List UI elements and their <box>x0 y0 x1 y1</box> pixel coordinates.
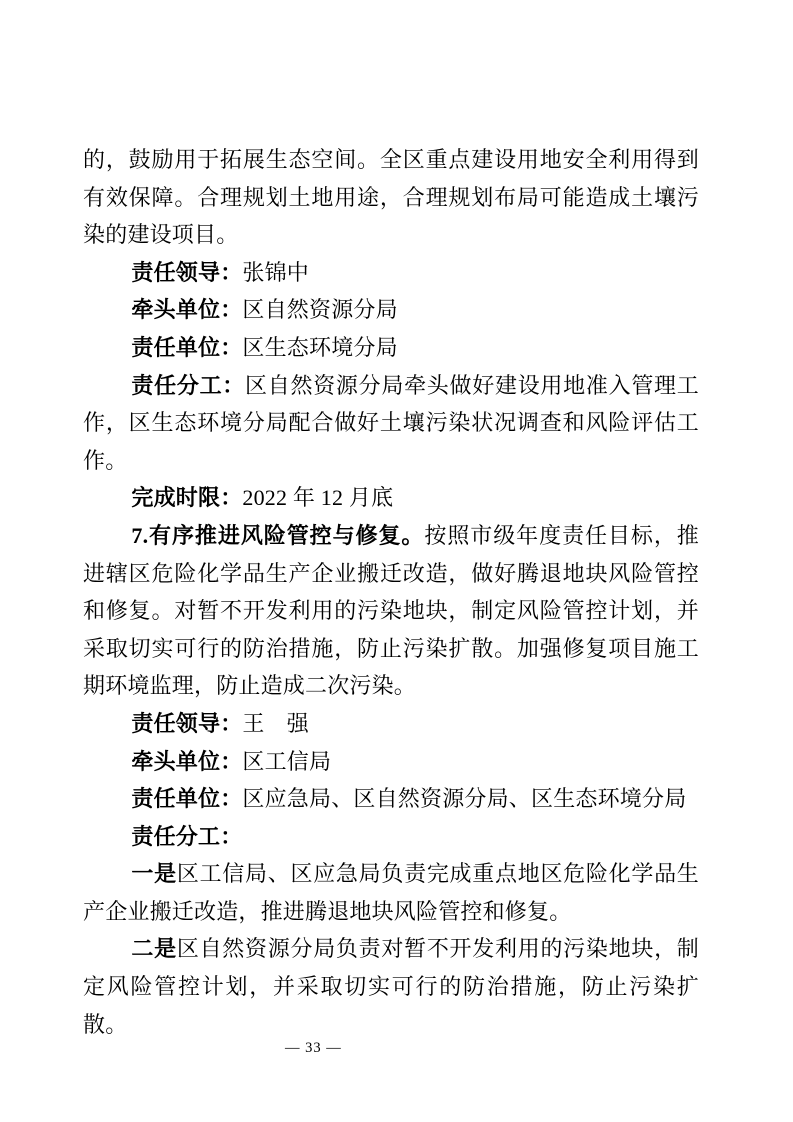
paragraph-lead-unit <box>83 743 699 781</box>
paragraph-label: 完成时限： <box>131 485 243 511</box>
paragraph-text: 区生态环境分局 <box>242 334 398 360</box>
paragraph-text: 按照市级年度责任目标，推进辖区危险化学品生产企业搬迁改造，做好腾退地块风险管控和修复。对暂不开发利用的污染地块，制定风险管控计划，并采取切实可行的防治措施，防止污染扩散。加强修复项目施工期环境监理，防止造成二次污染。 <box>83 522 699 699</box>
paragraph-label: 责任分工： <box>131 823 243 849</box>
section-heading-label: 7.有序推进风险管控与修复。 <box>131 522 425 548</box>
paragraph-item-first <box>83 855 699 930</box>
paragraph-label: 一是 <box>131 861 177 887</box>
paragraph-label: 责任领导： <box>131 710 243 736</box>
paragraph-label: 牵头单位： <box>131 748 243 774</box>
paragraph-deadline <box>83 479 699 517</box>
paragraph-continuation <box>83 141 699 254</box>
paragraph-label: 责任分工： <box>131 372 246 398</box>
paragraph-text: 区工信局 <box>242 748 332 774</box>
paragraph-text: 张锦中 <box>242 259 310 285</box>
paragraph-lead-unit <box>83 291 699 329</box>
document-body <box>83 141 699 1043</box>
paragraph-responsible-unit <box>83 329 699 367</box>
paragraph-text: 2022 年 12 月底 <box>242 485 394 511</box>
paragraph-text: 的，鼓励用于拓展生态空间。全区重点建设用地安全利用得到有效保障。合理规划土地用途，合理规划布局可能造成土壤污染的建设项目。 <box>83 147 699 248</box>
paragraph-text: 区自然资源分局牵头做好建设用地准入管理工作，区生态环境分局配合做好土壤污染状况调查和风险评估工作。 <box>83 372 699 473</box>
paragraph-label: 责任领导： <box>131 259 243 285</box>
paragraph-responsible-leader <box>83 705 699 743</box>
page-number: — 33 — <box>285 1040 342 1056</box>
paragraph-responsible-leader <box>83 254 699 292</box>
paragraph-duty-division <box>83 818 699 856</box>
paragraph-label: 责任单位： <box>131 334 243 360</box>
paragraph-item-second <box>83 930 699 1043</box>
paragraph-section-7-heading <box>83 517 699 705</box>
paragraph-text: 区自然资源分局 <box>242 297 398 323</box>
paragraph-text: 王 强 <box>242 710 310 736</box>
paragraph-label: 责任单位： <box>131 786 243 812</box>
paragraph-text: 区工信局、区应急局负责完成重点地区危险化学品生产企业搬迁改造，推进腾退地块风险管控和修复。 <box>83 861 699 924</box>
paragraph-label: 二是 <box>131 936 177 962</box>
paragraph-responsible-unit <box>83 780 699 818</box>
paragraph-duty-division <box>83 367 699 480</box>
paragraph-text: 区自然资源分局负责对暂不开发利用的污染地块，制定风险管控计划，并采取切实可行的防治措施，防止污染扩散。 <box>83 936 699 1037</box>
paragraph-label: 牵头单位： <box>131 297 243 323</box>
paragraph-text: 区应急局、区自然资源分局、区生态环境分局 <box>242 786 687 812</box>
